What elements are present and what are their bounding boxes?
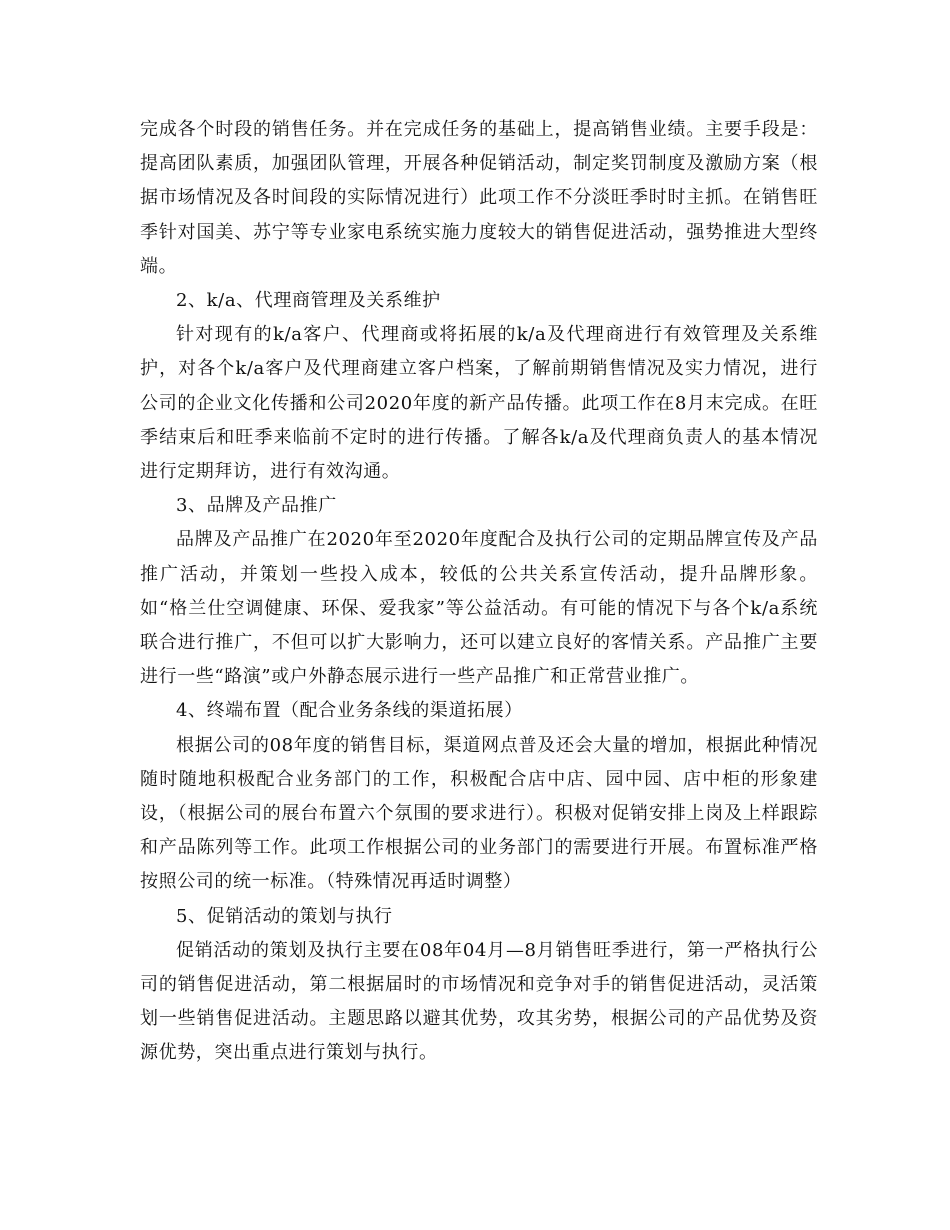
section-heading-promotion-planning: 5、促销活动的策划与执行 (176, 905, 393, 927)
paragraph-continuation: 完成各个时段的销售任务。并在完成任务的基础上，提高销售业绩。主要手段是：提高团队素质，加强团队管理，开展各种促销活动，制定奖罚制度及激励方案（根据市场情况及各时间段的实际情况进行）此项工作不分淡旺季时时主抓。在销售旺季针对国美、苏宁等专业家电系统实施力度较大的销售促进活动，强势推进大型终端。 (140, 119, 818, 277)
section-heading-brand-promotion: 3、品牌及产品推广 (176, 495, 337, 517)
section-heading-ka-agents: 2、k/a、代理商管理及关系维护 (176, 290, 441, 312)
paragraph-brand-promotion: 品牌及产品推广在2020年至2020年度配合及执行公司的定期品牌宣传及产品推广活动，并策划一些投入成本，较低的公共关系宣传活动，提升品牌形象。如“格兰仕空调健康、环保、爱我家”等公益活动。有可能的情况下与各个k/a系统联合进行推广，不但可以扩大影响力，还可以建立良好的客情关系。产品推广主要进行一些“路演”或户外静态展示进行一些产品推广和正常营业推广。 (140, 529, 818, 688)
document-body (140, 113, 818, 1071)
paragraph-terminal-layout: 根据公司的08年度的销售目标，渠道网点普及还会大量的增加，根据此种情况随时随地积极配合业务部门的工作，积极配合店中店、园中园、店中柜的形象建设，（根据公司的展台布置六个氛围的要求进行）。积极对促销安排上岗及上样跟踪和产品陈列等工作。此项工作根据公司的业务部门的需要进行开展。布置标准严格按照公司的统一标准。（特殊情况再适时调整） (140, 734, 818, 893)
paragraph-ka-agents: 针对现有的k/a客户、代理商或将拓展的k/a及代理商进行有效管理及关系维护，对各个k/a客户及代理商建立客户档案，了解前期销售情况及实力情况，进行公司的企业文化传播和公司2020年度的新产品传播。此项工作在8月末完成。在旺季结束后和旺季来临前不定时的进行传播。了解各k/a及代理商负责人的基本情况进行定期拜访，进行有效沟通。 (140, 324, 818, 483)
paragraph-promotion-planning: 促销活动的策划及执行主要在08年04月—8月销售旺季进行，第一严格执行公司的销售促进活动，第二根据届时的市场情况和竞争对手的销售促进活动，灵活策划一些销售促进活动。主题思路以避其优势，攻其劣势，根据公司的产品优势及资源优势，突出重点进行策划与执行。 (140, 939, 818, 1064)
section-heading-terminal-layout: 4、终端布置（配合业务条线的渠道拓展） (176, 700, 523, 722)
